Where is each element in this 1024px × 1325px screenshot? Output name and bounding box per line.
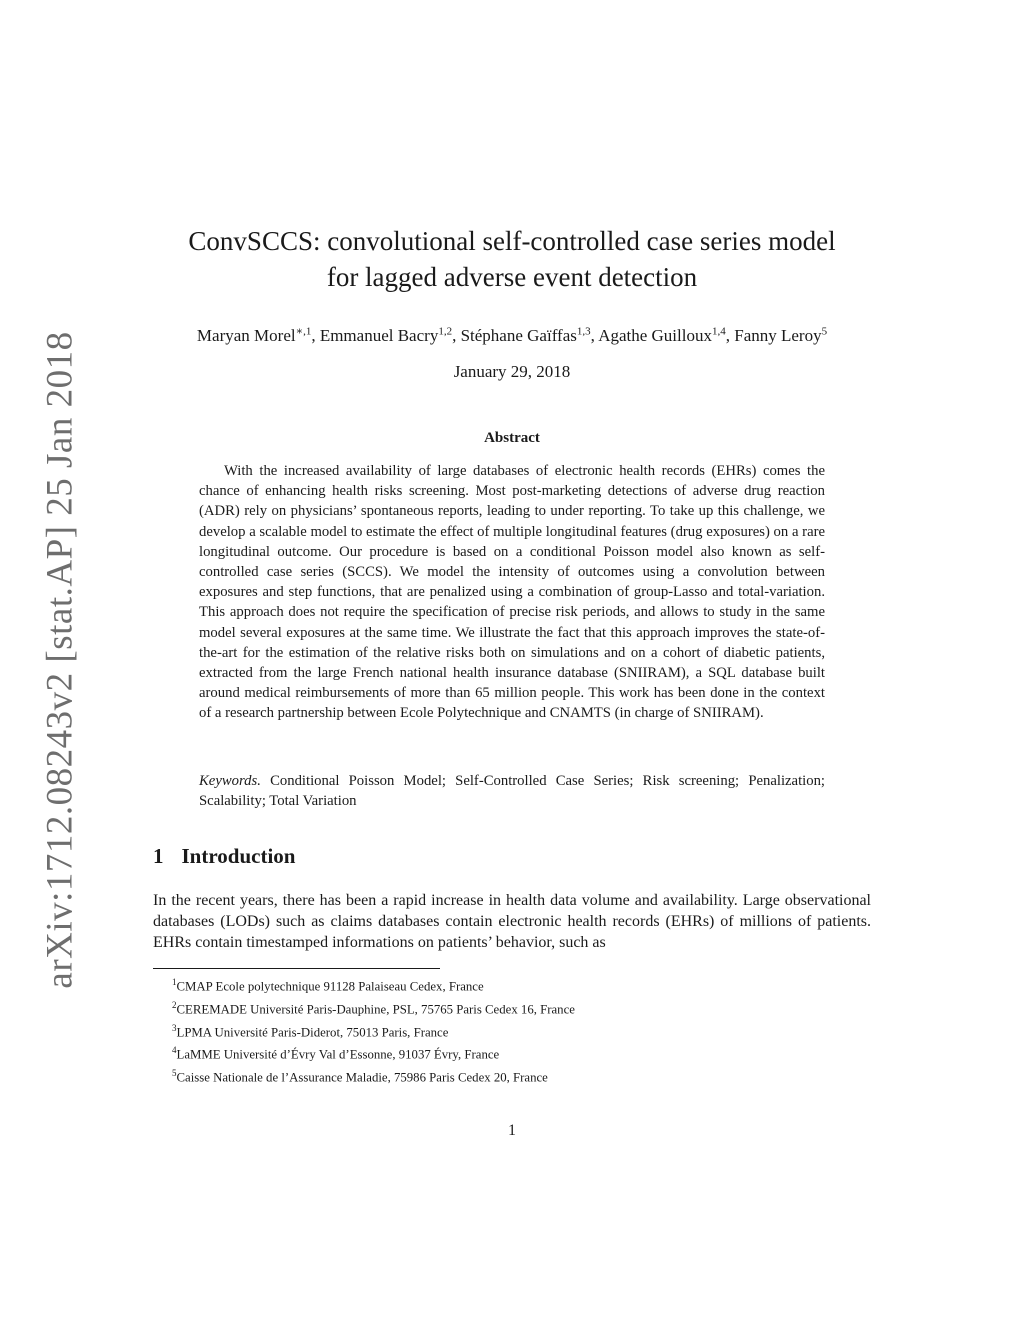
author-name: Fanny Leroy <box>734 325 822 345</box>
author <box>320 326 461 345</box>
author-affiliation-mark: ∗,1 <box>295 325 312 337</box>
footnote-mark: 1 <box>172 977 177 987</box>
footnote-mark: 2 <box>172 999 177 1010</box>
author-name: Emmanuel Bacry <box>319 325 439 345</box>
author <box>197 326 320 345</box>
footnote <box>172 996 575 1019</box>
keywords-text: Conditional Poisson Model; Self-Controlled Case Series; Risk screening; Penalization; Scalability; Total Variation <box>199 773 826 810</box>
footnote-mark: 3 <box>172 1022 177 1033</box>
abstract-text: With the increased availability of large databases of electronic health records (EHRs) comes the chance of enhancing health risks screening. Most post-marketing detections of adverse drug reaction (ADR) rely on physicians’ spontaneous reports, leading to under reporting. To take up this challenge, we develop a scalable model to estimate the effect of multiple longitudinal features (drug exposures) on a rare longitudinal outcome. Our procedure is based on a conditional Poisson model also known as self-controlled case series (SCCS). We model the intensity of outcomes using a convolution between exposures and step functions, that are penalized using a combination of group-Lasso and total-variation. This approach does not require the specification of precise risk periods, and allows to study in the same model several exposures at the same time. We illustrate the fact that this approach improves the state-of-the-art for the estimation of the relative risks both on simulations and on a cohort of diabetic patients, extracted from the large French national health insurance database (SNIIRAM), a SQL database built around medical reimbursements of more than 65 million people. This work has been done in the context of a research partnership between Ecole Polytechnique and CNAMTS (in charge of SNIIRAM). <box>199 463 825 722</box>
title-line-1: ConvSCCS: convolutional self-controlled case series model <box>188 226 836 256</box>
footnote <box>172 973 575 996</box>
author-affiliation-mark: 5 <box>821 325 828 337</box>
author-name: Stéphane Gaïffas <box>460 325 577 345</box>
footnote <box>172 1019 575 1042</box>
author-separator: , <box>725 325 735 345</box>
footnote-mark: 4 <box>172 1045 177 1056</box>
author-separator: , <box>452 325 461 345</box>
footnote-text: CMAP Ecole polytechnique 91128 Palaiseau Cedex, France <box>176 979 484 994</box>
introduction-text: In the recent years, there has been a rapid increase in health data volume and availability. Large observational databases (LODs) such as claims databases contain electronic health records (EHRs) of millions of patients. EHRs contain timestamped informations on patients’ behavior, such as <box>153 892 871 951</box>
author <box>734 326 827 345</box>
title-line-2: for lagged adverse event detection <box>326 262 698 292</box>
author-separator: , <box>590 325 599 345</box>
page-number: 1 <box>508 1122 516 1139</box>
author-affiliation-mark: 1,3 <box>576 325 591 337</box>
author-list <box>120 320 904 347</box>
footnote-text: LaMME Université d’Évry Val d’Essonne, 91037 Évry, France <box>176 1047 500 1062</box>
footnote-divider <box>153 968 440 969</box>
footnote-text: CEREMADE Université Paris-Dauphine, PSL, 75765 Paris Cedex 16, France <box>176 1002 575 1017</box>
author-affiliation-mark: 1,4 <box>711 325 726 337</box>
section-number: 1 <box>153 844 164 868</box>
footnote <box>172 1064 575 1087</box>
author-affiliation-mark: 1,2 <box>438 325 453 337</box>
publication-date: January 29, 2018 <box>453 362 571 381</box>
footnote-mark: 5 <box>172 1068 177 1079</box>
author-name: Maryan Morel <box>196 325 296 345</box>
abstract-heading: Abstract <box>484 430 540 446</box>
footnote-list <box>172 973 575 1087</box>
footnote <box>172 1041 575 1064</box>
section-heading-introduction <box>153 844 295 869</box>
author-name: Agathe Guilloux <box>598 325 712 345</box>
author-separator: , <box>311 325 320 345</box>
arxiv-identifier-stamp: arXiv:1712.08243v2 [stat.AP] 25 Jan 2018 <box>39 331 81 989</box>
author <box>461 326 599 345</box>
author <box>598 326 734 345</box>
keywords-label: Keywords. <box>199 773 261 789</box>
section-title: Introduction <box>181 844 296 868</box>
paper-title <box>150 223 874 295</box>
footnote-text: Caisse Nationale de l’Assurance Maladie, 75986 Paris Cedex 20, France <box>176 1070 548 1085</box>
footnote-text: LPMA Université Paris-Diderot, 75013 Paris, France <box>176 1024 449 1039</box>
keywords <box>199 771 825 811</box>
